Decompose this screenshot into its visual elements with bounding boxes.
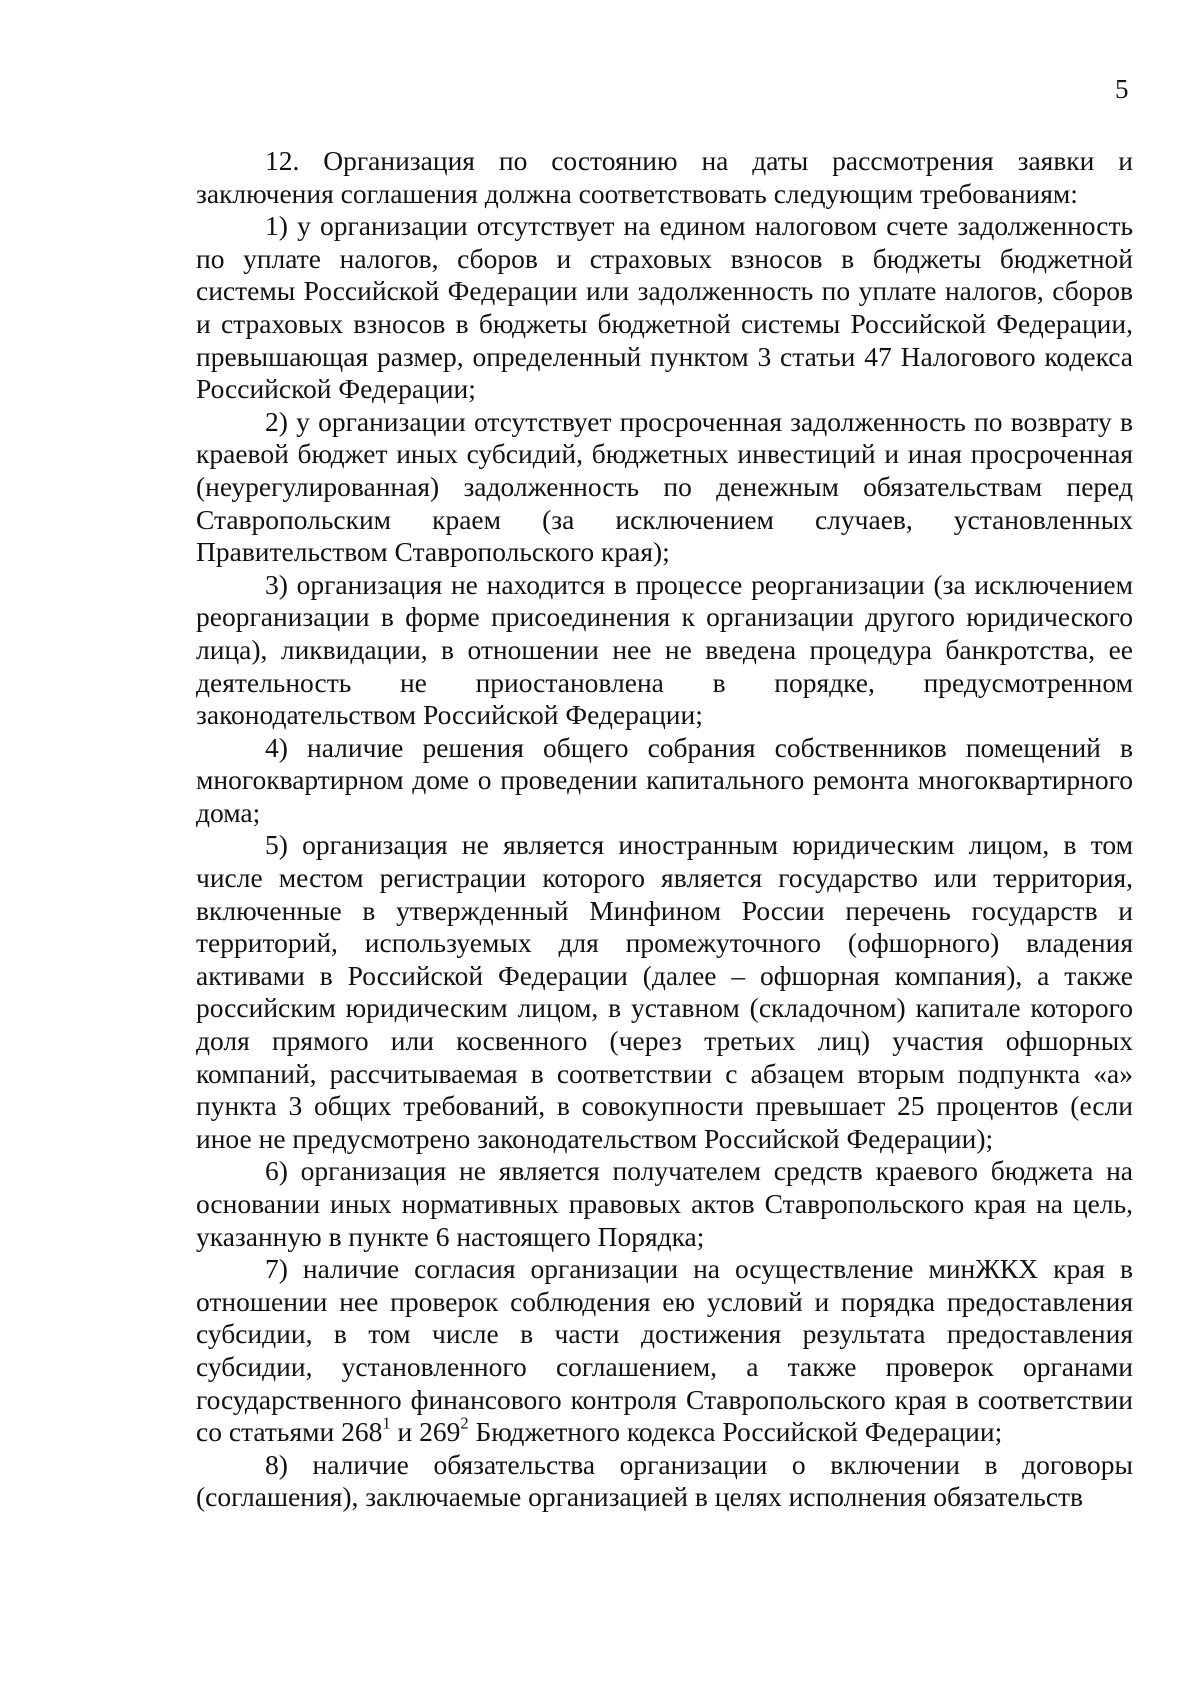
requirement-7-text-after: Бюджетного кодекса Российской Федерации; <box>468 1416 1003 1448</box>
article-number-269: 269 <box>419 1416 461 1448</box>
requirement-4: 4) наличие решения общего собрания собственников помещений в многоквартирном доме о проведении капитального ремонта многоквартирного дома; <box>196 731 1133 828</box>
requirement-5: 5) организация не является иностранным юридическим лицом, в том числе местом регистрации которого является государство или территория, включенные в утвержденный Минфином России перечень государств и территорий, используемых для промежуточного (офшорного) владения активами в Российской Федерации (далее – офшорная компания), а также российским юридическим лицом, в уставном (складочном) капитале которого доля прямого или косвенного (через третьих лиц) участия офшорных компаний, рассчитываемая в соответствии с абзацем вторым подпункта «а» пункта 3 общих требований, в совокупности превышает 25 процентов (если иное не предусмотрено законодательством Российской Федерации); <box>196 829 1133 1154</box>
requirement-7-text-before: 7) наличие согласия организации на осуществление минЖКХ края в отношении нее проверок соблюдения ею условий и порядка предоставления субсидии, в том числе в части достижения результата предоставления субсидии, установленного соглашением, а также проверок органами государственного финансового контроля Ставропольского края в соответствии со статьями <box>196 1253 1133 1448</box>
requirement-8: 8) наличие обязательства организации о включении в договоры (соглашения), заключаемые организацией в целях исполнения обязательств <box>196 1448 1133 1513</box>
requirement-1: 1) у организации отсутствует на едином налоговом счете задолженность по уплате налогов, сборов и страховых взносов в бюджеты бюджетной системы Российской Федерации или задолженность по уплате налогов, сборов и страховых взносов в бюджеты бюджетной системы Российской Федерации, превышающая размер, определенный пунктом 3 статьи 47 Налогового кодекса Российской Федерации; <box>196 210 1133 405</box>
superscript-2: 2 <box>460 1413 469 1433</box>
requirement-7-text-middle: и <box>390 1416 420 1448</box>
page-number: 5 <box>1115 74 1129 104</box>
superscript-1: 1 <box>382 1413 391 1433</box>
paragraph-12: 12. Организация по состоянию на даты рассмотрения заявки и заключения соглашения должна соответствовать следующим требованиям: <box>196 145 1133 209</box>
requirement-2: 2) у организации отсутствует просроченная задолженность по возврату в краевой бюджет иных субсидий, бюджетных инвестиций и иная просроченная (неурегулированная) задолженность по денежным обязательствам перед Ставропольским краем (за исключением случаев, установленных Правительством Ставропольского края); <box>196 405 1133 568</box>
article-number-268: 268 <box>341 1416 383 1448</box>
requirement-7 <box>196 1253 1133 1449</box>
document-body <box>196 145 1133 1514</box>
requirement-3: 3) организация не находится в процессе реорганизации (за исключением реорганизации в форме присоединения к организации другого юридического лица), ликвидации, в отношении нее не введена процедура банкротства, ее деятельность не приостановлена в порядке, предусмотренном законодательством Российской Федерации; <box>196 568 1133 731</box>
requirement-6: 6) организация не является получателем средств краевого бюджета на основании иных нормативных правовых актов Ставропольского края на цель, указанную в пункте 6 настоящего Порядка; <box>196 1155 1133 1252</box>
